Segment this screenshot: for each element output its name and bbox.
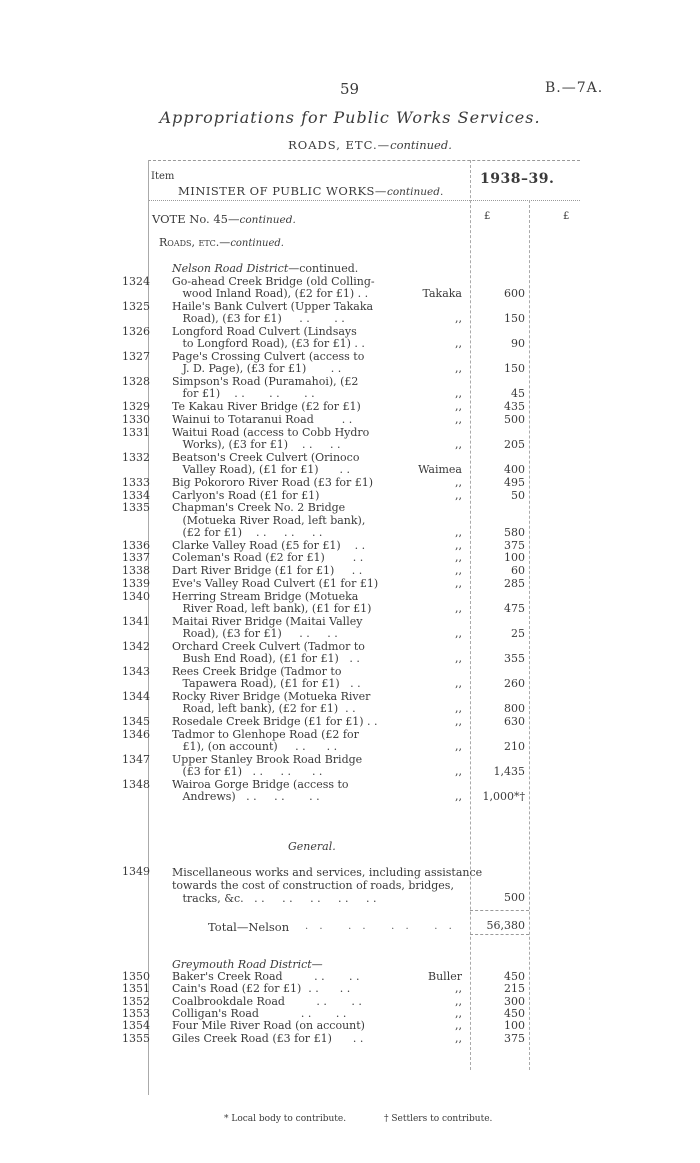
item-number: 1344	[122, 689, 150, 703]
item-amount: 300	[504, 994, 525, 1008]
item-number: 1324	[122, 275, 150, 288]
description-line: Rees Creek Bridge (Tadmor to	[172, 664, 342, 678]
item-description	[172, 578, 378, 590]
vote-heading-main: VOTE No. 45—	[152, 212, 240, 226]
item-description	[172, 565, 362, 577]
item-amount: 450	[504, 1006, 525, 1020]
description-line: Miscellaneous works and services, including assistance	[172, 866, 483, 879]
item-amount: 580	[504, 525, 525, 539]
item-location: Buller	[428, 970, 462, 983]
subtitle-main: ROADS, ETC.—	[288, 138, 391, 152]
description-line: (£3 for £1) . . . . . .	[172, 765, 323, 779]
item-amount: 205	[504, 438, 525, 452]
item-number: 1349	[122, 865, 150, 878]
item-amount: 210	[504, 739, 525, 753]
item-location: ,,	[455, 714, 462, 728]
item-number: 1355	[122, 1031, 150, 1045]
amount-column-rule	[529, 200, 530, 1070]
item-number: 1354	[122, 1019, 150, 1033]
item-location: ,,	[455, 525, 462, 539]
item-amount: 375	[504, 538, 525, 552]
item-amount: 630	[504, 714, 525, 728]
description-line: Baker's Creek Road . . . .	[172, 970, 360, 983]
item-amount: 150	[504, 312, 525, 326]
item-description	[172, 452, 359, 477]
item-description	[172, 427, 369, 452]
pound-unit-label: £	[563, 211, 570, 222]
item-location: ,,	[455, 400, 462, 414]
item-description	[172, 351, 364, 376]
item-description	[172, 691, 370, 716]
item-location: ,,	[455, 1031, 462, 1045]
description-line: wood Inland Road), (£2 for £1) . .	[172, 287, 369, 301]
item-amount: 475	[504, 601, 525, 615]
item-number: 1345	[122, 714, 150, 728]
item-number: 1340	[122, 589, 150, 603]
description-line: Wairoa Gorge Bridge (access to	[172, 777, 349, 791]
description-line: Dart River Bridge (£1 for £1) . .	[172, 564, 363, 578]
item-location: Waimea	[418, 463, 462, 477]
item-number: 1338	[122, 564, 150, 578]
vote-heading	[152, 212, 296, 226]
item-amount: 215	[504, 982, 525, 996]
description-line: Valley Road), (£1 for £1) . .	[172, 463, 351, 477]
item-location: ,,	[455, 362, 462, 376]
item-description	[172, 477, 373, 489]
item-amount: 1,435	[493, 765, 525, 779]
vote-heading-continued: continued.	[239, 214, 296, 226]
item-column-header: Item	[151, 171, 175, 182]
item-amount: 450	[504, 970, 525, 983]
pound-unit-label: £	[484, 211, 491, 222]
description-line: Andrews) . . . . . .	[172, 790, 320, 804]
item-description	[172, 779, 349, 804]
total-bottom-rule	[470, 934, 529, 935]
item-number: 1326	[122, 325, 150, 339]
year-column-header: 1938–39.	[480, 171, 555, 187]
item-location: ,,	[455, 475, 462, 489]
item-description	[172, 616, 362, 641]
page-number: 59	[340, 80, 360, 98]
item-number: 1348	[122, 777, 150, 791]
description-line: Wainui to Totaranui Road . .	[172, 413, 353, 426]
item-location: ,,	[455, 765, 462, 779]
greymouth-district-heading: Greymouth Road District—	[172, 958, 323, 971]
dot-leader: . . . . . . . .	[305, 921, 456, 932]
description-line: Waitui Road (access to Cobb Hydro	[172, 425, 370, 439]
item-location: ,,	[455, 488, 462, 502]
item-location: ,,	[455, 677, 462, 691]
description-line: Haile's Bank Culvert (Upper Takaka	[172, 300, 374, 314]
description-line: Beatson's Creek Culvert (Orinoco	[172, 450, 360, 464]
item-description	[172, 591, 371, 616]
total-label: Total—Nelson	[208, 920, 290, 934]
description-line: towards the cost of construction of roads, bridges,	[172, 879, 454, 892]
item-amount: 60	[511, 564, 525, 578]
item-number: 1342	[122, 639, 150, 653]
item-number: 1334	[122, 488, 150, 502]
description-line: for £1) . . . . . .	[172, 387, 315, 401]
description-line: Big Pokororo River Road (£3 for £1)	[172, 475, 374, 489]
item-number: 1330	[122, 413, 150, 426]
item-amount: 435	[504, 400, 525, 414]
item-location: ,,	[455, 627, 462, 641]
item-description	[172, 401, 361, 413]
item-description	[172, 276, 375, 301]
footnote-settlers: † Settlers to contribute.	[384, 1114, 493, 1124]
item-location: ,,	[455, 1019, 462, 1033]
item-description	[172, 1020, 365, 1032]
item-description	[172, 502, 365, 539]
item-location: ,,	[455, 538, 462, 552]
description-line: Road), (£3 for £1) . . . .	[172, 312, 345, 326]
item-number: 1339	[122, 576, 150, 590]
item-amount: 500	[504, 413, 525, 426]
item-number: 1331	[122, 425, 150, 439]
item-amount: 50	[511, 488, 525, 502]
description-line: Road), (£3 for £1) . . . .	[172, 627, 338, 641]
total-top-rule	[470, 910, 529, 911]
item-description	[172, 729, 359, 754]
minister-heading-main: MINISTER OF PUBLIC WORKS—	[178, 184, 387, 198]
minister-heading	[178, 184, 443, 198]
roads-subheading-continued: continued.	[230, 238, 284, 249]
description-line: Coleman's Road (£2 for £1) . .	[172, 551, 364, 565]
nelson-district-name: Nelson Road District	[172, 262, 289, 275]
description-line: Te Kakau River Bridge (£2 for £1)	[172, 400, 361, 414]
description-line: Rocky River Bridge (Motueka River	[172, 689, 371, 703]
item-amount: 260	[504, 677, 525, 691]
description-line: Tapawera Road), (£1 for £1) . .	[172, 677, 361, 691]
description-line: Herring Stream Bridge (Motueka	[172, 589, 359, 603]
item-description	[172, 754, 362, 779]
description-line: Road, left bank), (£2 for £1) . .	[172, 702, 356, 716]
description-line: Go-ahead Creek Bridge (old Colling-	[172, 275, 375, 288]
item-number: 1352	[122, 994, 150, 1008]
item-location: ,,	[455, 994, 462, 1008]
item-amount: 100	[504, 551, 525, 565]
item-location: ,,	[455, 790, 462, 804]
description-line: (Motueka River Road, left bank),	[172, 513, 366, 527]
item-location: ,,	[455, 564, 462, 578]
item-description	[172, 540, 365, 552]
item-number: 1350	[122, 970, 150, 983]
description-line: Four Mile River Road (on account)	[172, 1019, 365, 1033]
item-location: ,,	[455, 982, 462, 996]
item-description	[172, 490, 319, 502]
description-line: Carlyon's Road (£1 for £1)	[172, 488, 320, 502]
subtitle-continued: continued.	[390, 138, 452, 152]
item-number: 1347	[122, 752, 150, 766]
item-description	[172, 376, 358, 401]
item-location: ,,	[455, 413, 462, 426]
section-subtitle	[0, 138, 700, 152]
item-amount: 150	[504, 362, 525, 376]
item-location: ,,	[455, 601, 462, 615]
general-description	[172, 866, 482, 905]
item-amount: 285	[504, 576, 525, 590]
item-location: ,,	[455, 438, 462, 452]
description-line: Simpson's Road (Puramahoi), (£2	[172, 375, 359, 389]
item-amount: 45	[511, 387, 525, 401]
item-location: ,,	[455, 652, 462, 666]
item-description	[172, 983, 350, 995]
description-line: Tadmor to Glenhope Road (£2 for	[172, 727, 359, 741]
description-line: Colligan's Road . . . .	[172, 1006, 347, 1020]
description-line: (£2 for £1) . . . . . .	[172, 525, 323, 539]
description-line: Longford Road Culvert (Lindsays	[172, 325, 357, 339]
nelson-district-heading	[172, 262, 358, 275]
description-line: Maitai River Bridge (Maitai Valley	[172, 614, 363, 628]
total-amount: 56,380	[486, 919, 525, 932]
description-line: J. D. Page), (£3 for £1) . .	[172, 362, 342, 376]
item-location: ,,	[455, 312, 462, 326]
item-number: 1329	[122, 400, 150, 414]
item-location: ,,	[455, 1006, 462, 1020]
item-number: 1337	[122, 551, 150, 565]
description-line: Coalbrookdale Road . . . .	[172, 994, 362, 1008]
table-top-rule	[148, 160, 580, 161]
description-line: to Longford Road), (£3 for £1) . .	[172, 337, 365, 351]
item-number: 1333	[122, 475, 150, 489]
description-line: tracks, &c. . . . . . . . . . .	[172, 892, 377, 905]
description-line: Eve's Valley Road Culvert (£1 for £1)	[172, 576, 379, 590]
item-amount: 100	[504, 1019, 525, 1033]
item-amount: 400	[504, 463, 525, 477]
item-amount: 1,000*†	[482, 790, 525, 804]
header-bottom-rule	[148, 200, 580, 201]
item-description	[172, 301, 373, 326]
description-line: £1), (on account) . . . .	[172, 739, 338, 753]
description-line: Cain's Road (£2 for £1) . . . .	[172, 982, 351, 996]
minister-heading-continued: continued.	[386, 186, 444, 198]
item-location: ,,	[455, 551, 462, 565]
description-line: Orchard Creek Culvert (Tadmor to	[172, 639, 365, 653]
description-line: Bush End Road), (£1 for £1) . .	[172, 652, 360, 666]
item-amount: 25	[511, 627, 525, 641]
item-location: ,,	[455, 576, 462, 590]
item-location: Takaka	[422, 287, 462, 301]
description-line: Chapman's Creek No. 2 Bridge	[172, 501, 346, 515]
page-title: Appropriations for Public Works Services.	[159, 108, 541, 127]
item-number: 1332	[122, 450, 150, 464]
item-description	[172, 641, 365, 666]
item-number: 1343	[122, 664, 150, 678]
item-description	[172, 716, 378, 728]
item-description	[172, 666, 361, 691]
nelson-district-continued: —continued.	[288, 262, 359, 275]
description-line: Page's Crossing Culvert (access to	[172, 350, 365, 364]
item-location: ,,	[455, 337, 462, 351]
item-amount: 90	[511, 337, 525, 351]
description-line: Giles Creek Road (£3 for £1) . .	[172, 1031, 364, 1045]
footnote-local-body: * Local body to contribute.	[224, 1114, 347, 1124]
item-number: 1351	[122, 982, 150, 996]
document-reference: B.—7A.	[545, 80, 604, 96]
description-line: River Road, left bank), (£1 for £1)	[172, 601, 372, 615]
item-amount: 600	[504, 287, 525, 301]
item-number: 1335	[122, 501, 150, 515]
description-line: Upper Stanley Brook Road Bridge	[172, 752, 363, 766]
general-heading: General.	[288, 840, 336, 853]
roads-subheading-main: Roads, etc.—	[159, 236, 231, 249]
item-location: ,,	[455, 739, 462, 753]
item-amount: 355	[504, 652, 525, 666]
item-number: 1327	[122, 350, 150, 364]
item-number: 1336	[122, 538, 150, 552]
item-number: 1353	[122, 1006, 150, 1020]
item-location: ,,	[455, 387, 462, 401]
item-number: 1341	[122, 614, 150, 628]
item-description	[172, 414, 352, 426]
description-line: Rosedale Creek Bridge (£1 for £1) . .	[172, 714, 378, 728]
item-description	[172, 326, 365, 351]
item-description	[172, 552, 363, 564]
item-number: 1325	[122, 300, 150, 314]
item-amount: 800	[504, 702, 525, 716]
roads-subheading	[159, 236, 284, 249]
description-line: Clarke Valley Road (£5 for £1) . .	[172, 538, 366, 552]
item-number: 1328	[122, 375, 150, 389]
item-amount: 495	[504, 475, 525, 489]
item-amount: 375	[504, 1031, 525, 1045]
item-location: ,,	[455, 702, 462, 716]
item-number: 1346	[122, 727, 150, 741]
item-description	[172, 1033, 363, 1045]
description-line: Works), (£3 for £1) . . . .	[172, 438, 341, 452]
amount: 500	[504, 891, 525, 904]
